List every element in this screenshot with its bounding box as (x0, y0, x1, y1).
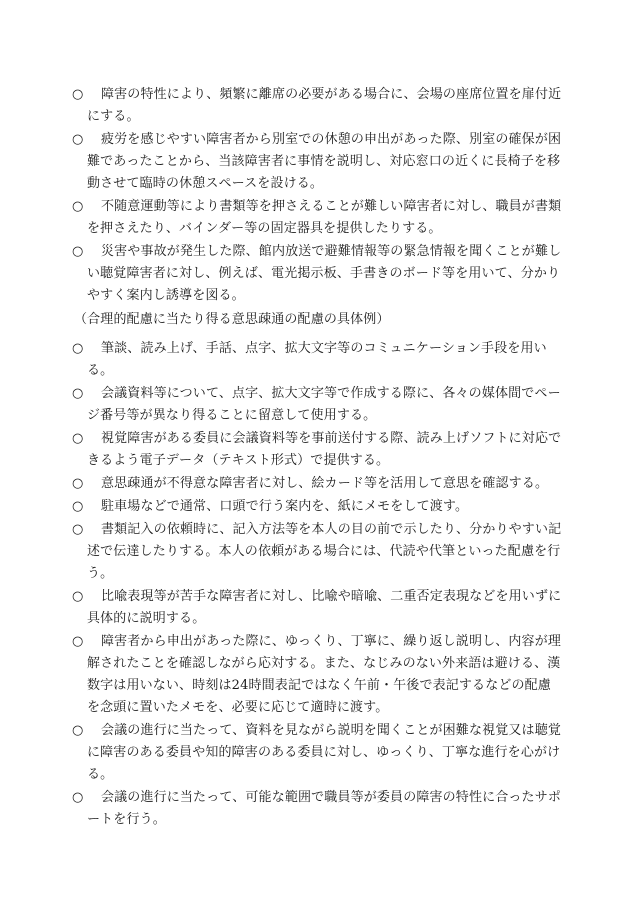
circle-bullet-icon: ○ (72, 132, 84, 147)
list-item-text: 障害者から申出があった際に、ゆっくり、丁寧に、繰り返し説明し、内容が理解されたことを確認しながら応対する。また、なじみのない外来語は避ける、漢数字は用いない、時刻は24時間表記ではなく午前・午後で表記するなどの配慮を念頭に置いたメモを、必要に応じて適時に渡す。 (87, 634, 561, 715)
list-item (72, 241, 562, 307)
section-heading: （合理的配慮に当たり得る意思疎通の配慮の具体例） (74, 312, 390, 327)
list-item-text: 災害や事故が発生した際、館内放送で避難情報等の緊急情報を聞くことが難しい聴覚障害者に対し、例えば、電光掲示板、手書きのボード等を用いて、分かりやすく案内し誘導を図る。 (87, 244, 562, 303)
list-item (72, 84, 562, 128)
circle-bullet-icon: ○ (72, 341, 84, 356)
circle-bullet-icon: ○ (72, 244, 84, 259)
list-item-text: 意思疎通が不得意な障害者に対し、絵カード等を活用して意思を確認する。 (101, 476, 549, 491)
list-item-text: 比喩表現等が苦手な障害者に対し、比喩や暗喩、二重否定表現などを用いずに具体的に説明する。 (87, 589, 562, 626)
list-item-text: 会議の進行に当たって、資料を見ながら説明を聞くことが困難な視覚又は聴覚に障害のある委員や知的障害のある委員に対し、ゆっくり、丁寧な進行を心がける。 (87, 723, 561, 782)
circle-bullet-icon: ○ (72, 499, 84, 514)
circle-bullet-icon: ○ (72, 431, 84, 446)
list-item-text: 不随意運動等により書類等を押さえることが難しい障害者に対し、職員が書類を押さえたり、バインダー等の固定器具を提供したりする。 (87, 199, 562, 236)
circle-bullet-icon: ○ (72, 723, 84, 738)
list-item-text: 会議資料等について、点字、拡大文字等で作成する際に、各々の媒体間でページ番号等が異なり得ることに留意して使用する。 (87, 386, 561, 423)
list-item (72, 196, 562, 240)
circle-bullet-icon: ○ (72, 522, 84, 537)
list-item (72, 519, 562, 585)
circle-bullet-icon: ○ (72, 634, 84, 649)
list-item (72, 338, 562, 382)
circle-bullet-icon: ○ (72, 386, 84, 401)
list-item-text: 筆談、読み上げ、手話、点字、拡大文字等のコミュニケーション手段を用いる。 (87, 341, 547, 378)
list-item (72, 473, 562, 495)
list-item-text: 会議の進行に当たって、可能な範囲で職員等が委員の障害の特性に合ったサポートを行う。 (87, 790, 561, 827)
list-item (72, 720, 562, 786)
list-item (72, 631, 562, 719)
list-item (72, 428, 562, 472)
list-item (72, 496, 562, 518)
circle-bullet-icon: ○ (72, 199, 84, 214)
circle-bullet-icon: ○ (72, 790, 84, 805)
list-item-text: 障害の特性により、頻繁に離席の必要がある場合に、会場の座席位置を扉付近にする。 (87, 87, 562, 124)
circle-bullet-icon: ○ (72, 476, 84, 491)
list-item (72, 787, 562, 831)
communication-examples-list (72, 338, 562, 832)
accommodation-examples-list (72, 84, 562, 308)
list-item-text: 駐車場などで通常、口頭で行う案内を、紙にメモをして渡す。 (101, 499, 469, 514)
list-item-text: 視覚障害がある委員に会議資料等を事前送付する際、読み上げソフトに対応できるよう電子データ（テキスト形式）で提供する。 (87, 431, 562, 468)
list-item (72, 383, 562, 427)
circle-bullet-icon: ○ (72, 589, 84, 604)
list-item (72, 586, 562, 630)
list-item-text: 疲労を感じやすい障害者から別室での休憩の申出があった際、別室の確保が困難であったことから、当該障害者に事情を説明し、対応窓口の近くに長椅子を移動させて臨時の休憩スペースを設ける。 (87, 132, 562, 191)
list-item (72, 129, 562, 195)
list-item-text: 書類記入の依頼時に、記入方法等を本人の目の前で示したり、分かりやすい記述で伝達したりする。本人の依頼がある場合には、代読や代筆といった配慮を行う。 (87, 522, 562, 581)
circle-bullet-icon: ○ (72, 87, 84, 102)
